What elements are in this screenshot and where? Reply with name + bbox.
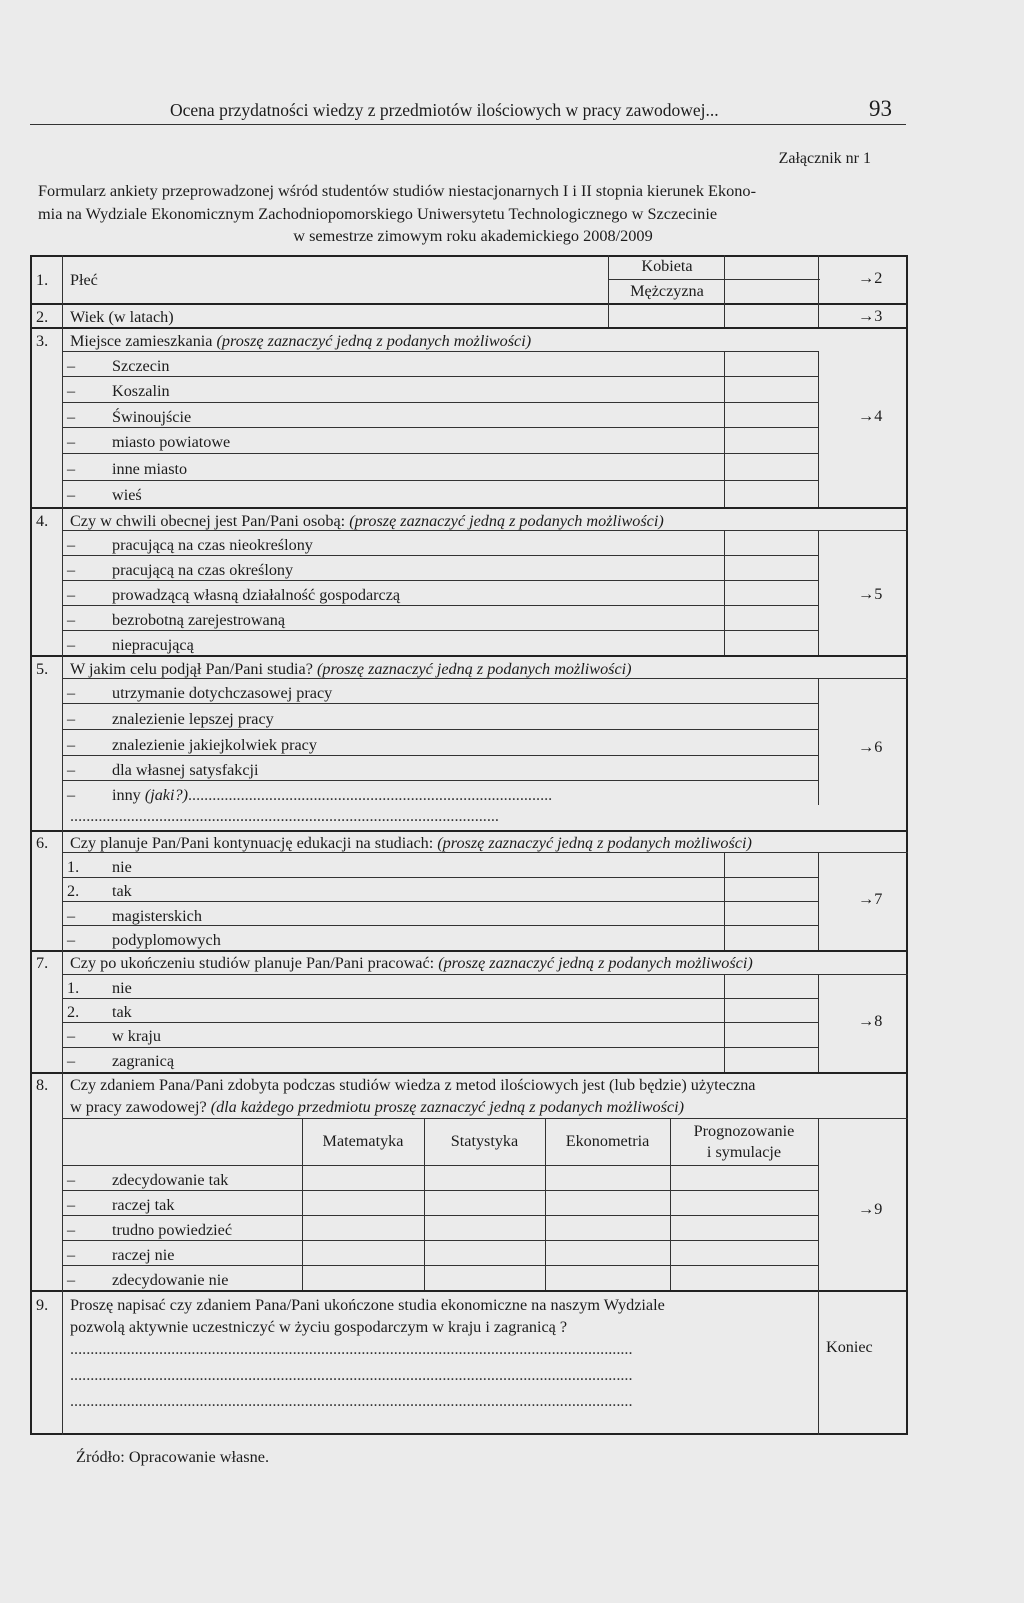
dash: – [67,761,76,779]
q3-option: Świnoujście [112,408,192,426]
dash: – [67,1221,76,1239]
q2-label: Wiek (w latach) [70,308,174,326]
rule [62,877,818,878]
rule [818,852,819,950]
rule [62,703,818,704]
rule [608,255,609,303]
running-title: Ocena przydatności wiedzy z przedmiotów ilościowych w pracy zawodowej... [170,100,719,120]
q1-checkbox-kobieta[interactable] [726,257,816,277]
intro-line-2: mia na Wydziale Ekonomicznym Zachodniopomorskiego Uniwersytetu Technologicznego w Szczecinie [38,203,718,223]
q8-question-line-1: Czy zdaniem Pana/Pani zdobyta podczas studiów wiedza z metod ilościowych jest (lub będzie) użyteczna [70,1076,756,1094]
q4-number: 4. [36,512,49,530]
dash: – [67,907,76,925]
q8-question-line-2: w pracy zawodowej? (dla każdego przedmiotu proszę zaznaczyć jedną z podanych możliwości) [70,1098,684,1116]
q9-answer-line[interactable]: ........................................................................................................................................... [70,1340,633,1358]
rule [62,852,908,853]
q3-question: Miejsce zamieszkania (proszę zaznaczyć jedną z podanych możliwości) [70,332,532,350]
rule [818,678,819,805]
rule [724,351,725,507]
q1-option-kobieta: Kobieta [641,257,693,275]
q7-subanswer: w kraju [112,1027,161,1045]
dash: – [67,710,76,728]
rule [62,351,818,352]
q6-answer: tak [112,882,132,900]
q8-column-header: Prognozowanie [693,1122,795,1140]
q2-age-field[interactable] [610,305,722,325]
q1-checkbox-mezczyzna[interactable] [726,281,816,301]
q8-number: 8. [36,1076,49,1094]
q7-subanswer: zagranicą [112,1052,174,1070]
running-header [30,98,906,125]
q5-other-dots-line[interactable]: .......................................................................................................... [70,807,499,825]
dash: – [67,611,76,629]
q6-answer-number: 2. [67,882,80,900]
q5-option-other: inny (jaki?).......................................................................................... [112,786,553,804]
form-intro [38,180,908,248]
dash: – [67,486,76,504]
q9-answer-line[interactable]: ........................................................................................................................................... [70,1392,633,1410]
q1-number: 1. [36,271,49,289]
q3-option: miasto powiatowe [112,433,231,451]
rule [62,453,818,454]
q6-skip-arrow: →7 [858,890,883,908]
q7-number: 7. [36,954,49,972]
q2-skip-arrow: →3 [858,307,883,325]
rule [818,974,819,1072]
dash: – [67,586,76,604]
q1-label: Płeć [70,271,98,289]
rule [62,729,818,730]
rule [62,974,908,975]
q9-question-line-2: pozwolą aktywnie uczestniczyć w życiu gospodarczym w kraju i zagranicą ? [70,1318,568,1336]
dash: – [67,1052,76,1070]
q6-subanswer: podyplomowych [112,931,221,949]
dash: – [67,1196,76,1214]
rule [30,507,908,509]
rule [62,755,818,756]
q6-answer: nie [112,858,132,876]
annex-label: Załącznik nr 1 [778,150,871,167]
intro-line-1: Formularz ankiety przeprowadzonej wśród studentów studiów niestacjonarnych I i II stopnia kierunek Ekono- [38,181,756,200]
q4-option: niepracującą [112,636,194,654]
rule [30,830,908,832]
q5-skip-arrow: →6 [858,738,883,756]
dash: – [67,357,76,375]
rule [62,901,818,902]
q8-row-label: zdecydowanie tak [112,1171,229,1189]
rule [30,303,908,305]
q6-subanswer: magisterskich [112,907,202,925]
source-note: Źródło: Opracowanie własne. [76,1447,270,1466]
rule [724,255,725,303]
rule [608,303,609,327]
q4-skip-arrow: →5 [858,585,883,603]
rule [62,402,818,403]
q3-number: 3. [36,332,49,350]
q9-number: 9. [36,1296,49,1314]
rule [724,852,725,950]
rule [62,1165,818,1166]
q8-column-header: Ekonometria [565,1132,650,1150]
q5-option: znalezienie jakiejkolwiek pracy [112,736,317,754]
q4-option: pracującą na czas nieokreślony [112,536,313,554]
q4-option: bezrobotną zarejestrowaną [112,611,286,629]
dash: – [67,684,76,702]
rule [62,678,908,679]
dash: – [67,736,76,754]
q1-skip-arrow: →2 [858,269,883,287]
q9-end-label: Koniec [826,1338,873,1356]
rule [62,1215,818,1216]
rule [62,1240,818,1241]
dash: – [67,561,76,579]
q1-option-mezczyzna: Mężczyzna [630,282,704,300]
dash: – [67,636,76,654]
dash: – [67,460,76,478]
dash: – [67,1246,76,1264]
rule [818,1118,819,1290]
q7-answer: nie [112,979,132,997]
q5-number: 5. [36,660,49,678]
dash: – [67,408,76,426]
rule [62,255,63,1435]
rule [818,1290,819,1435]
rule [62,480,818,481]
rule [724,974,725,1072]
dash: – [67,536,76,554]
q8-row-label: zdecydowanie nie [112,1271,229,1289]
q9-question-line-1: Proszę napisać czy zdaniem Pana/Pani ukończone studia ekonomiczne na naszym Wydziale [70,1296,665,1314]
rule [608,279,820,280]
q5-option: utrzymanie dotychczasowej pracy [112,684,333,702]
q6-answer-number: 1. [67,858,80,876]
rule [30,950,908,952]
page-number: 93 [869,96,892,121]
rule [62,427,818,428]
q7-answer: tak [112,1003,132,1021]
rule [30,655,908,657]
q8-row-label: trudno powiedzieć [112,1221,233,1239]
rule [62,1022,818,1023]
q6-question: Czy planuje Pan/Pani kontynuację edukacji na studiach: (proszę zaznaczyć jedną z podanych możliwości) [70,834,752,852]
dash: – [67,786,76,804]
q2-number: 2. [36,308,49,326]
rule [62,555,818,556]
rule [30,327,908,329]
rule [62,1047,818,1048]
rule [62,925,818,926]
q8-skip-arrow: →9 [858,1200,883,1218]
q3-skip-arrow: →4 [858,407,883,425]
survey-form [30,255,908,1435]
dash: – [67,931,76,949]
q7-skip-arrow: →8 [858,1012,883,1030]
dash: – [67,382,76,400]
q4-question: Czy w chwili obecnej jest Pan/Pani osobą: (proszę zaznaczyć jedną z podanych możliwości) [70,512,664,530]
q8-row-label: raczej nie [112,1246,175,1264]
rule [724,303,725,327]
intro-line-3: w semestrze zimowym roku akademickiego 2008/2009 [293,226,653,246]
rule [62,630,818,631]
dash: – [67,1271,76,1289]
rule [30,1072,908,1074]
dash: – [67,1027,76,1045]
rule [62,1265,818,1266]
q7-question: Czy po ukończeniu studiów planuje Pan/Pani pracować: (proszę zaznaczyć jedną z podanych możliwości) [70,954,753,972]
q3-option: inne miasto [112,460,188,478]
rule [62,780,818,781]
q7-answer-number: 1. [67,979,80,997]
rule [62,1118,908,1119]
q5-option: dla własnej satysfakcji [112,761,259,779]
q8-column-header: Matematyka [322,1132,404,1150]
q8-row-label: raczej tak [112,1196,175,1214]
rule [724,530,725,655]
rule [818,351,819,507]
dash: – [67,433,76,451]
q4-option: prowadzącą własną działalność gospodarczą [112,586,401,604]
rule [62,998,818,999]
rule [818,255,819,327]
q3-option: Koszalin [112,382,170,400]
rule [62,605,818,606]
q3-option: wieś [112,486,142,504]
q6-number: 6. [36,834,49,852]
rule [62,580,818,581]
rule [62,530,908,531]
q5-option: znalezienie lepszej pracy [112,710,274,728]
q5-question: W jakim celu podjął Pan/Pani studia? (proszę zaznaczyć jedną z podanych możliwości) [70,660,632,678]
q8-column-header: i symulacje [706,1143,782,1161]
dash: – [67,1171,76,1189]
rule [62,376,818,377]
q7-answer-number: 2. [67,1003,80,1021]
rule [62,1190,818,1191]
q3-option: Szczecin [112,357,170,375]
q9-answer-line[interactable]: ........................................................................................................................................... [70,1366,633,1384]
rule [818,530,819,655]
q8-column-header: Statystyka [450,1132,519,1150]
q4-option: pracującą na czas określony [112,561,294,579]
rule [30,1290,908,1292]
